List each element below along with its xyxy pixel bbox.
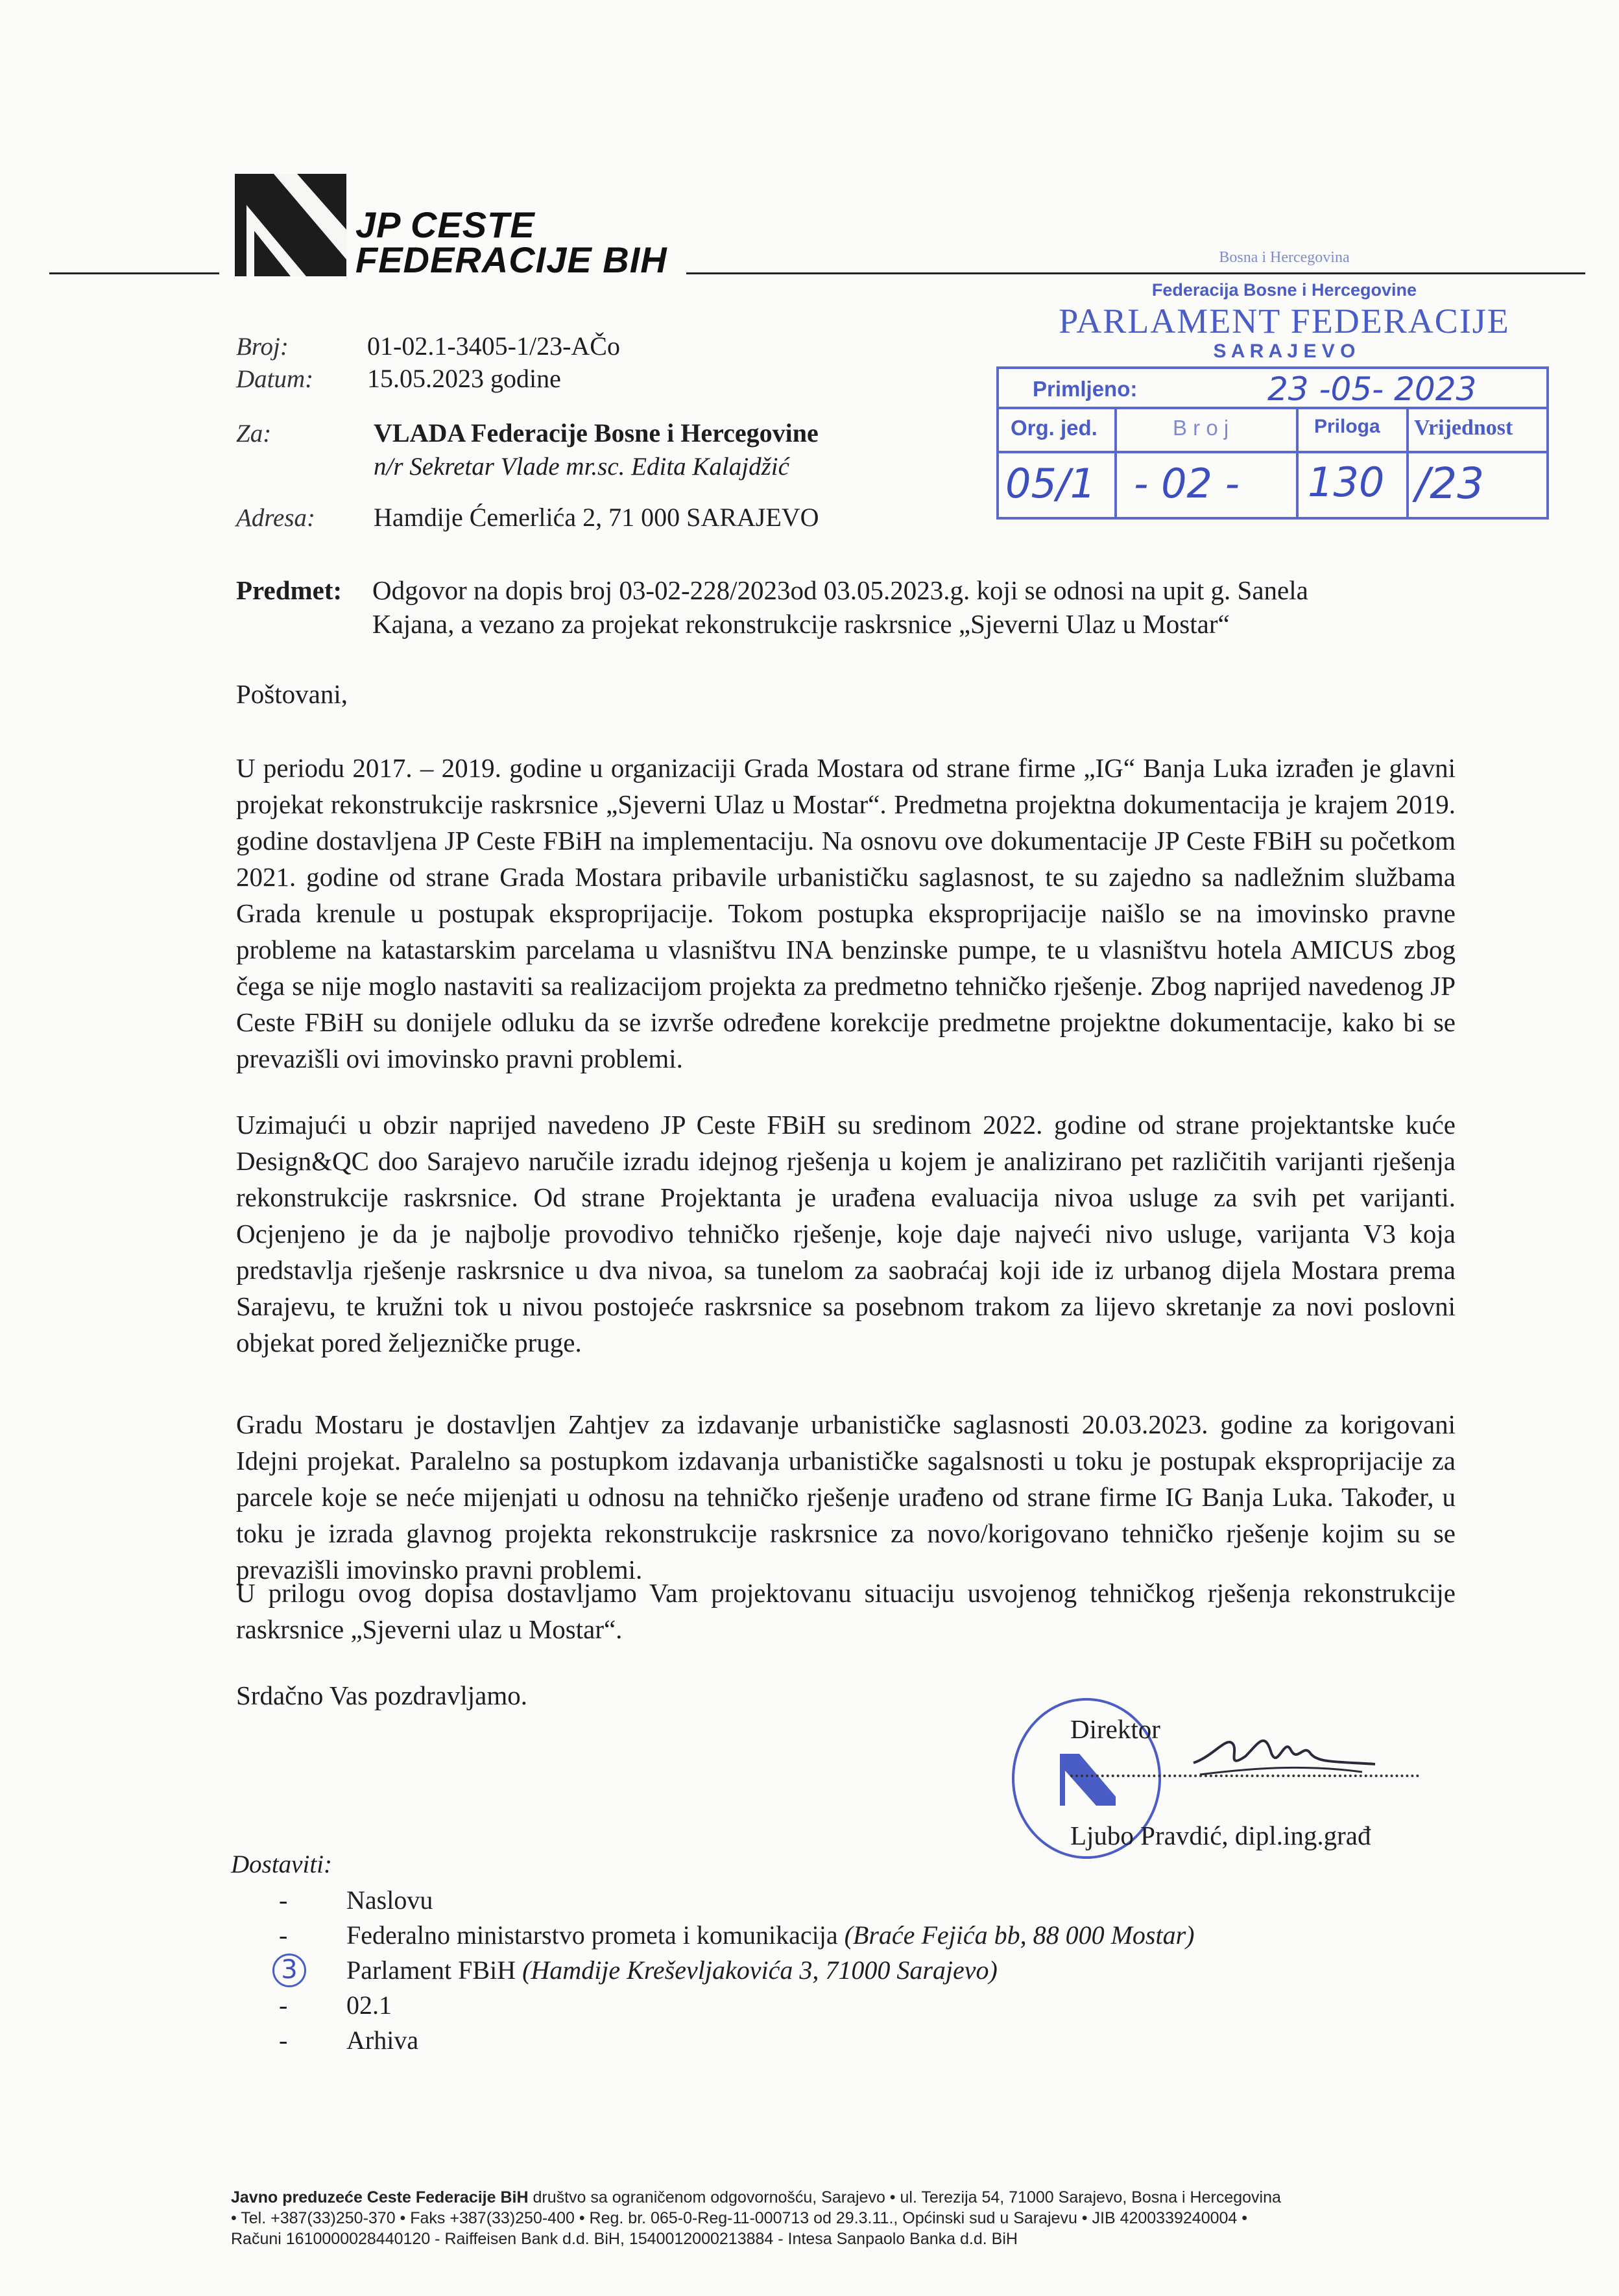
recipient-marker-circled: 3 xyxy=(272,1954,306,1987)
recipient-item-address: (Braće Fejića bb, 88 000 Mostar) xyxy=(844,1920,1195,1950)
adresa-value: Hamdije Ćemerlića 2, 71 000 SARAJEVO xyxy=(374,503,819,532)
recipient-item: 02.1 xyxy=(346,1991,392,2020)
recipient-attention: n/r Sekretar Vlade mr.sc. Edita Kalajdžić xyxy=(374,453,789,481)
datum-value: 15.05.2023 godine xyxy=(367,364,561,393)
recipient-item-address: (Hamdije Kreševljakovića 3, 71000 Sarajevo) xyxy=(522,1955,998,1985)
stamp-col-org: Org. jed. xyxy=(1011,416,1097,440)
datum-label: Datum: xyxy=(236,365,314,393)
paragraph-1: U periodu 2017. – 2019. godine u organizaciji Grada Mostara od strane firme „IG“ Banja Luka izrađen je glavni projekat rekonstrukcije raskrsnice „Sjeverni Ulaz u Mostar“. Predmetna projektna dokumentacija je krajem 2019. godine dostavljena JP Ceste FBiH na implementaciju. Na osnovu ove dokumentacije JP Ceste FBiH su početkom 2021. godine od strane Grada Mostara pribavile urbanističku saglasnost, te su zajedno sa nadležnim službama Grada krenule u postupak eksproprijacije. Tokom postupka eksproprijacije naišlo se na imovinsko pravne probleme na katastarskim parcelama u vlasništvu INA benzinske pumpe, te u vlasništvu hotela AMICUS zbog čega se nije moglo nastaviti sa realizacijom projekta za predmetno tehničko rješenje. Zbog naprijed navedenog JP Ceste FBiH su donijele odluku da se izvrše određene korekcije predmetne projektne dokumentacije, kako bi se prevazišli ovi imovinsko pravni problemi. xyxy=(236,753,1456,1073)
paragraph-4: U prilogu ovog dopisa dostavljamo Vam projektovanu situaciju usvojenog tehničkog rješenja rekonstrukcije raskrsnice „Sjeverni ulaz u Mostar“. xyxy=(236,1578,1456,1644)
stamp-val-priloga: 130 xyxy=(1308,459,1385,506)
signature-line xyxy=(1070,1775,1419,1777)
broj-label: Broj: xyxy=(236,333,289,361)
broj-value: 01-02.1-3405-1/23-AČo xyxy=(367,331,620,361)
recipient-marker: - xyxy=(279,2026,288,2055)
signatory-name: Ljubo Pravdić, dipl.ing.građ xyxy=(1070,1821,1371,1850)
closing: Srdačno Vas pozdravljamo. xyxy=(236,1680,527,1710)
subject-label: Predmet: xyxy=(236,575,342,605)
seal-logo-icon xyxy=(1060,1754,1116,1806)
footer-company-name: Javno preduzeće Ceste Federacije BiH xyxy=(231,2188,529,2206)
paragraph-3: Gradu Mostaru je dostavljen Zahtjev za izdavanje urbanističke saglasnosti 20.03.2023. godine za korigovani Idejni projekat. Paralelno sa postupkom izdavanja urbanističke sagalsnosti u toku je postupak eksproprijacije za parcele koje se neće mijenjati u odnosu na tehničko rješenje urađeno od strane firme IG Banja Luka. Također, u toku je izrada glavnog projekta rekonstrukcije raskrsnice za novo/korigovano tehničko rješenje kojim su se prevazišli imovinsko pravni problemi. xyxy=(236,1409,1456,1584)
header-rule-right xyxy=(686,272,1585,274)
stamp-col-vrijednost: Vrijednost xyxy=(1414,416,1513,440)
header-rule-left xyxy=(49,272,219,274)
signature-title: Direktor xyxy=(1070,1714,1160,1744)
received-stamp xyxy=(996,366,1549,520)
company-logo-icon xyxy=(235,174,346,276)
footer-line-3: Računi 1610000028440120 - Raiffeisen Bank d.d. BiH, 1540012000213884 - Intesa Sanpaolo Banka d.d. BiH xyxy=(231,2230,1018,2248)
company-name-line1: JP CESTE xyxy=(355,204,535,245)
recipients-label: Dostaviti: xyxy=(231,1850,332,1878)
subject-line2: Kajana, a vezano za projekat rekonstrukcije raskrsnice „Sjeverni Ulaz u Mostar“ xyxy=(372,609,1230,639)
adresa-label: Adresa: xyxy=(236,504,316,532)
stamp-federation: Federacija Bosne i Hercegovine xyxy=(1151,280,1417,300)
recipient-item-name: Parlament FBiH xyxy=(346,1955,523,1985)
stamp-val-vrijednost: /23 xyxy=(1415,459,1485,508)
handwritten-signature xyxy=(1187,1717,1382,1789)
za-label: Za: xyxy=(236,420,272,448)
stamp-val-org: 05/1 xyxy=(1005,460,1096,507)
recipient-item xyxy=(346,1920,1195,1950)
stamp-val-broj: - 02 - xyxy=(1134,460,1240,507)
footer xyxy=(231,2187,1463,2249)
stamp-received-date: 23 -05- 2023 xyxy=(1267,370,1477,408)
greeting: Poštovani, xyxy=(236,679,348,709)
recipient-name: VLADA Federacije Bosne i Hercegovine xyxy=(374,418,819,448)
recipient-item: Naslovu xyxy=(346,1885,433,1915)
footer-line-1 xyxy=(231,2187,1463,2208)
paragraph-2: Uzimajući u obzir naprijed navedeno JP Ceste FBiH su sredinom 2022. godine od strane projektantske kuće Design&QC doo Sarajevo naručile izradu idejnog rješenja u kojem je analizirano pet različitih varijanti rješenja rekonstrukcije raskrsnice. Od strane Projektanta je urađena evaluacija nivoa usluge za svih pet varijanti. Ocjenjeno je da je najbolje provodivo tehničko rješenje, koje daje najveći nivo usluge, varijanta V3 koja predstavlja rješenje raskrsnice u dva nivoa, sa tunelom za saobraćaj koji ide iz urbanog dijela Mostara prema Sarajevu, te kružni tok u nivou postojeće raskrsnice sa posebnom trakom za lijevo skretanje za novi poslovni objekat pored željezničke pruge. xyxy=(236,1110,1456,1357)
recipient-item: Arhiva xyxy=(346,2026,419,2055)
stamp-city: S A R A J E V O xyxy=(1213,341,1356,362)
recipient-marker: - xyxy=(279,1885,288,1915)
stamp-col-broj: B r o j xyxy=(1173,416,1229,440)
company-name-line2: FEDERACIJE BIH xyxy=(355,239,667,280)
recipient-marker: - xyxy=(279,1991,288,2020)
footer-company-details: društvo sa ograničenom odgovornošću, Sarajevo • ul. Terezija 54, 71000 Sarajevo, Bosna i Hercegovina xyxy=(528,2188,1281,2206)
stamp-col-priloga: Priloga xyxy=(1314,416,1380,437)
stamp-received-label: Primljeno: xyxy=(1033,377,1138,401)
stamp-parliament: PARLAMENT FEDERACIJE xyxy=(1059,302,1510,341)
recipient-item xyxy=(346,1955,998,1985)
subject-line1: Odgovor na dopis broj 03-02-228/2023od 03.05.2023.g. koji se odnosi na upit g. Sanela xyxy=(372,575,1308,605)
recipient-item-name: Federalno ministarstvo prometa i komunikacija xyxy=(346,1920,845,1950)
stamp-country: Bosna i Hercegovina xyxy=(1219,249,1350,266)
recipient-marker: - xyxy=(279,1920,288,1950)
footer-line-2: • Tel. +387(33)250-370 • Faks +387(33)250-400 • Reg. br. 065-0-Reg-11-000713 od 29.3.11., Općinski sud u Sarajevu • JIB 4200339240004 • xyxy=(231,2209,1248,2227)
